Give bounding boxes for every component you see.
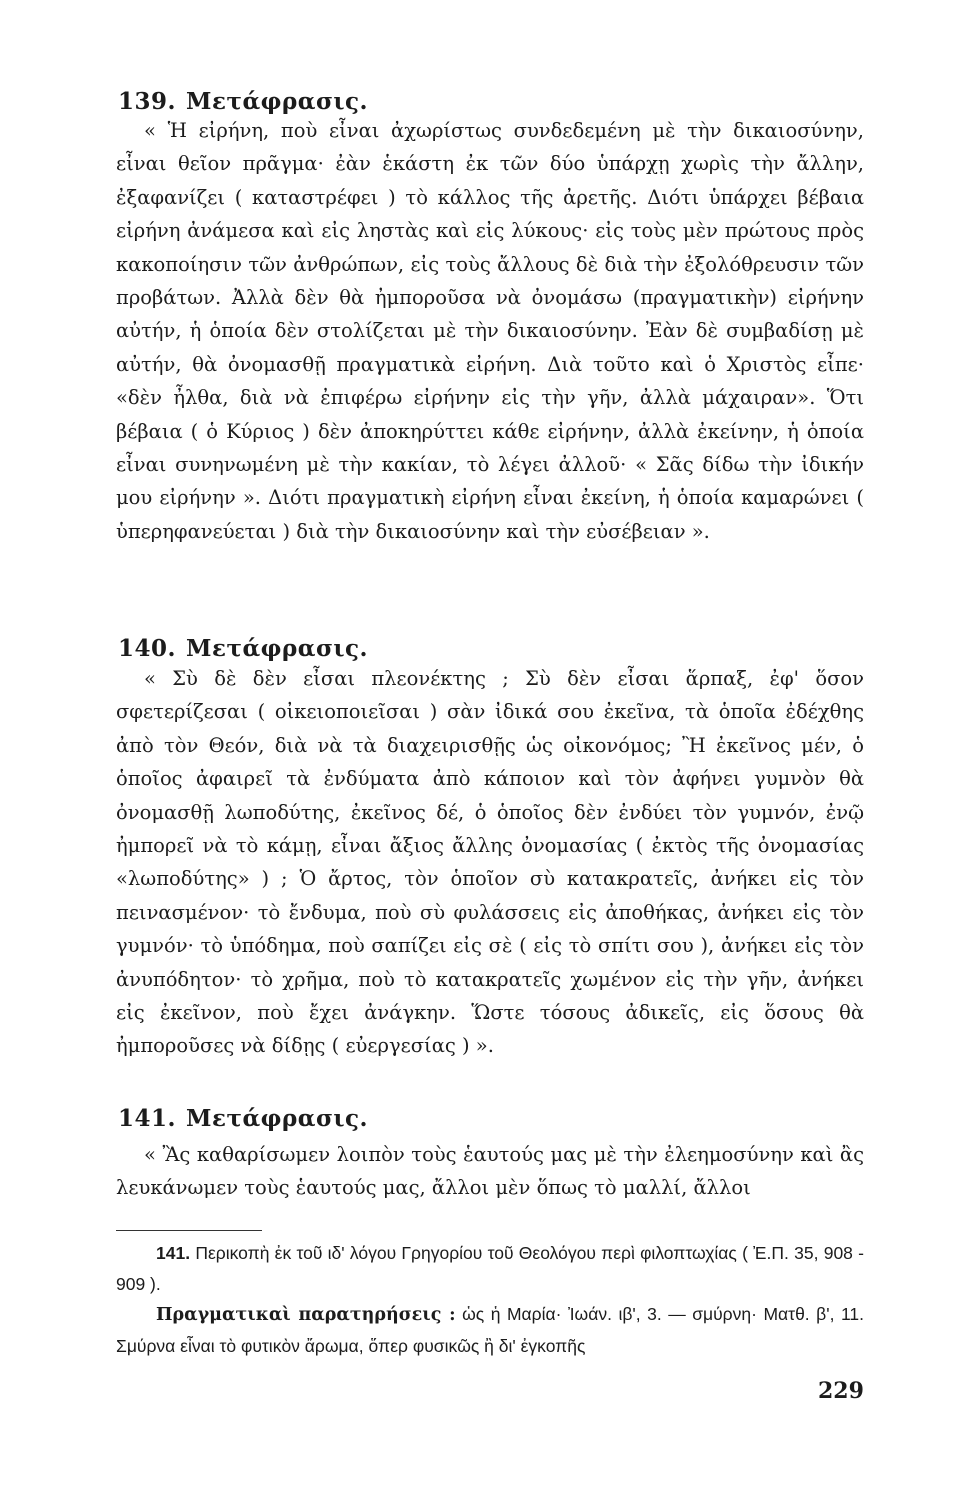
section-number: 141. — [118, 1105, 177, 1132]
footnote-ref-number: 141. — [156, 1243, 191, 1263]
section-text-140: « Σὺ δὲ δὲν εἶσαι πλεονέκτης ; Σὺ δὲν εἶσαι ἅρπαξ, ἐφ' ὅσον σφετερίζεσαι ( οἰκειοποιεῖσαι ) σὰν ἰδικά σου ἐκεῖνα, τὰ ὁποῖα ἐδέχθης ἀπὸ τὸν Θεόν, διὰ νὰ τὰ διαχειρισθῇς ὡς οἰκονόμος; Ἢ ἐκεῖνος μέν, ὁ ὁποῖος ἀφαιρεῖ τὰ ἐνδύματα ἀπὸ κάποιον καὶ τὸν ἀφήνει γυμνὸν θὰ ὀνομασθῇ λωποδύτης, ἐκεῖνος δέ, ὁ ὁποῖος δὲν ἐνδύει τὸν γυμνόν, ἐνῷ ἠμπορεῖ νὰ τὸ κάμῃ, εἶναι ἄξιος ἄλλης ὀνομασίας ( ἐκτὸς τῆς ὀνομασίας «λωποδύτης» ) ; Ὁ ἄρτος, τὸν ὁποῖον σὺ κατακρατεῖς, ἀνήκει εἰς τὸν πεινασμένον· τὸ ἔνδυμα, ποὺ σὺ φυλάσσεις εἰς ἀποθήκας, ἀνήκει εἰς τὸν γυμνόν· τὸ ὑπόδημα, ποὺ σαπίζει εἰς σὲ ( εἰς τὸ σπίτι σου ), ἀνήκει εἰς τὸν ἀνυπόδητον· τὸ χρῆμα, ποὺ τὸ κατακρατεῖς χωμένον εἰς τὴν γῆν, ἀνήκει εἰς ἐκεῖνον, ποὺ ἔχει ἀνάγκην. Ὥστε τόσους ἀδικεῖς, εἰς ὅσους θὰ ἠμποροῦσες νὰ δίδῃς ( εὐεργεσίας ) ». — [116, 667, 864, 1058]
section-title: Μετάφρασις. — [186, 88, 369, 115]
section-title: Μετάφρασις. — [186, 635, 369, 662]
section-number: 140. — [118, 635, 177, 662]
section-heading-139 — [118, 88, 368, 115]
footnote-ref-text: Περικοπὴ ἐκ τοῦ ιδ' λόγου Γρηγορίου τοῦ Θεολόγου περὶ φιλοπτωχίας ( Ἐ.Π. 35, 908 - 909 ). — [116, 1243, 864, 1294]
section-title: Μετάφρασις. — [186, 1105, 369, 1132]
page-number: 229 — [818, 1378, 864, 1404]
section-number: 139. — [118, 88, 177, 115]
footnote-divider — [116, 1230, 262, 1231]
observations-text: ὡς ἡ Μαρία· Ἰωάν. ιβ', 3. — σμύρνη· Ματθ. β', 11. Σμύρνα εἶναι τὸ φυτικὸν ἄρωμα, ὅπερ φυσικῶς ἢ δι' ἐγκοπῆς — [116, 1304, 864, 1356]
footnote-source — [116, 1238, 864, 1299]
section-text-141: « Ἂς καθαρίσωμεν λοιπὸν τοὺς ἑαυτούς μας μὲ τὴν ἐλεημοσύνην καὶ ἂς λευκάνωμεν τοὺς ἑαυτούς μας, ἄλλοι μὲν ὅπως τὸ μαλλί, ἄλλοι — [116, 1143, 864, 1200]
footnote-observations — [116, 1299, 864, 1361]
section-heading-140 — [118, 635, 368, 662]
footnotes — [116, 1238, 864, 1361]
section-heading-141 — [118, 1105, 368, 1132]
section-text-139: « Ἡ εἰρήνη, ποὺ εἶναι ἀχωρίστως συνδεδεμένη μὲ τὴν δικαιοσύνην, εἶναι θεῖον πρᾶγμα· ἐὰν ἑκάστη ἐκ τῶν δύο ὑπάρχῃ χωρὶς τὴν ἄλλην, ἐξαφανίζει ( καταστρέφει ) τὸ κάλλος τῆς ἀρετῆς. Διότι ὑπάρχει βέβαια εἰρήνη ἀνάμεσα καὶ εἰς ληστὰς καὶ εἰς λύκους· εἰς τοὺς μὲν πρώτους πρὸς κακοποίησιν τῶν ἀνθρώπων, εἰς τοὺς ἄλλους δὲ διὰ τὴν ἐξολόθρευσιν τῶν προβάτων. Ἀλλὰ δὲν θὰ ἠμποροῦσα νὰ ὀνομάσω (πραγματικὴν) εἰρήνην αὐτήν, ἡ ὁποία δὲν στολίζεται μὲ τὴν δικαιοσύνην. Ἐὰν δὲ συμβαδίσῃ μὲ αὐτήν, θὰ ὀνομασθῇ πραγματικὰ εἰρήνη. Διὰ τοῦτο καὶ ὁ Χριστὸς εἶπε· «δὲν ἦλθα, διὰ νὰ ἐπιφέρω εἰρήνην εἰς τὴν γῆν, ἀλλὰ μάχαιραν». Ὅτι βέβαια ( ὁ Κύριος ) δὲν ἀποκηρύττει κάθε εἰρήνην, ἀλλὰ ἐκείνην, ἡ ὁποία εἶναι συνηνωμένη μὲ τὴν κακίαν, τὸ λέγει ἀλλοῦ· « Σᾶς δίδω τὴν ἰδικήν μου εἰρήνην ». Διότι πραγματικὴ εἰρήνη εἶναι ἐκείνη, ἡ ὁποία καμαρώνει ( ὑπερηφανεύεται ) διὰ τὴν δικαιοσύνην καὶ τὴν εὐσέβειαν ». — [116, 119, 864, 543]
observations-label: Πραγματικαὶ παρατηρήσεις : — [156, 1305, 456, 1325]
